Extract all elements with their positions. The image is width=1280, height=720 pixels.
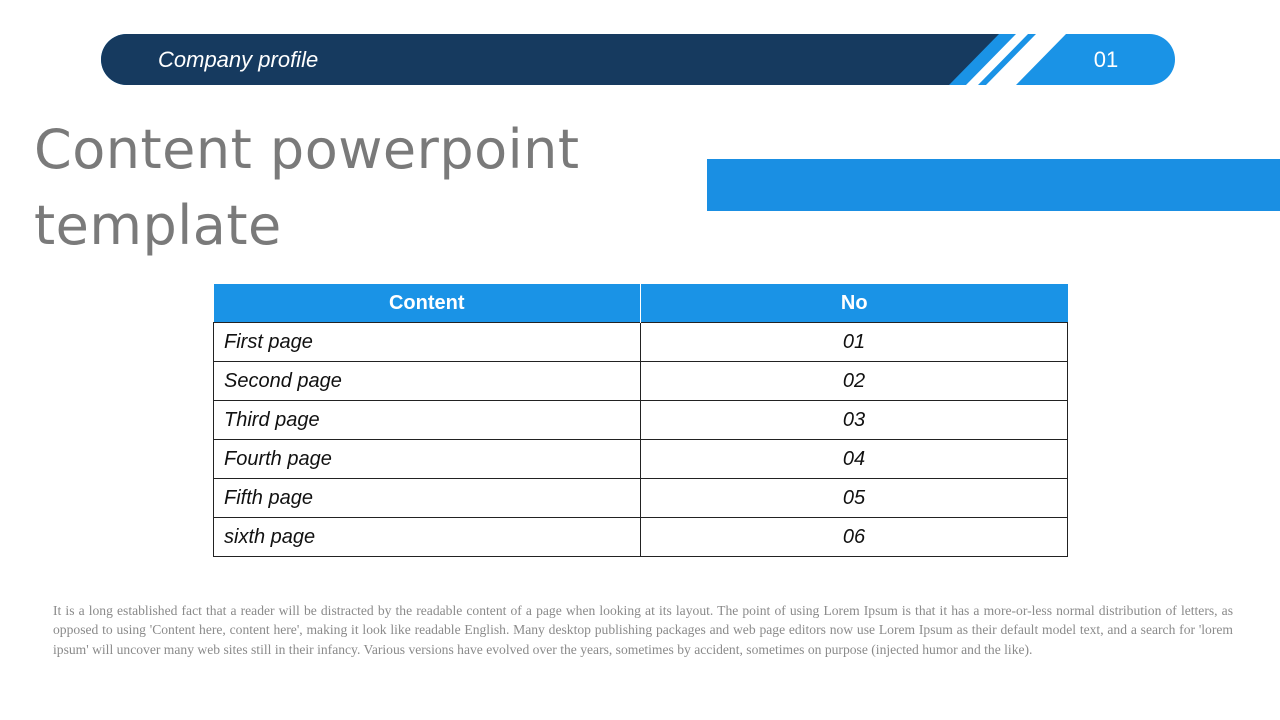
header-banner xyxy=(101,34,1175,85)
cell-no: 06 xyxy=(641,518,1068,557)
cell-content: sixth page xyxy=(214,518,641,557)
cell-no: 04 xyxy=(641,440,1068,479)
table-row xyxy=(214,518,1068,557)
table-row xyxy=(214,440,1068,479)
table-row xyxy=(214,479,1068,518)
cell-content: First page xyxy=(214,323,641,362)
page-title: Content powerpoint template xyxy=(34,118,580,257)
page-number: 01 xyxy=(1093,47,1119,72)
cell-no: 03 xyxy=(641,401,1068,440)
cell-no: 01 xyxy=(641,323,1068,362)
table-row xyxy=(214,323,1068,362)
cell-content: Fourth page xyxy=(214,440,641,479)
column-header-content: Content xyxy=(214,284,641,323)
table-row xyxy=(214,401,1068,440)
contents-table xyxy=(213,284,1068,557)
accent-bar xyxy=(707,159,1280,211)
cell-no: 02 xyxy=(641,362,1068,401)
body-paragraph: It is a long established fact that a reader will be distracted by the readable content of a page when looking at its layout. The point of using Lorem Ipsum is that it has a more-or-less normal distribution of letters, as opposed to using 'Content here, content here', making it look like readable English. Many desktop publishing packages and web page editors now use Lorem Ipsum as their default model text, and a search for 'lorem ipsum' will uncover many web sites still in their infancy. Various versions have evolved over the years, sometimes by accident, sometimes on purpose (injected humor and the like). xyxy=(53,603,1233,657)
table-header-row xyxy=(214,284,1068,323)
cell-content: Fifth page xyxy=(214,479,641,518)
cell-no: 05 xyxy=(641,479,1068,518)
table-row xyxy=(214,362,1068,401)
cell-content: Second page xyxy=(214,362,641,401)
section-label: Company profile xyxy=(158,47,319,72)
column-header-no: No xyxy=(641,284,1068,323)
cell-content: Third page xyxy=(214,401,641,440)
